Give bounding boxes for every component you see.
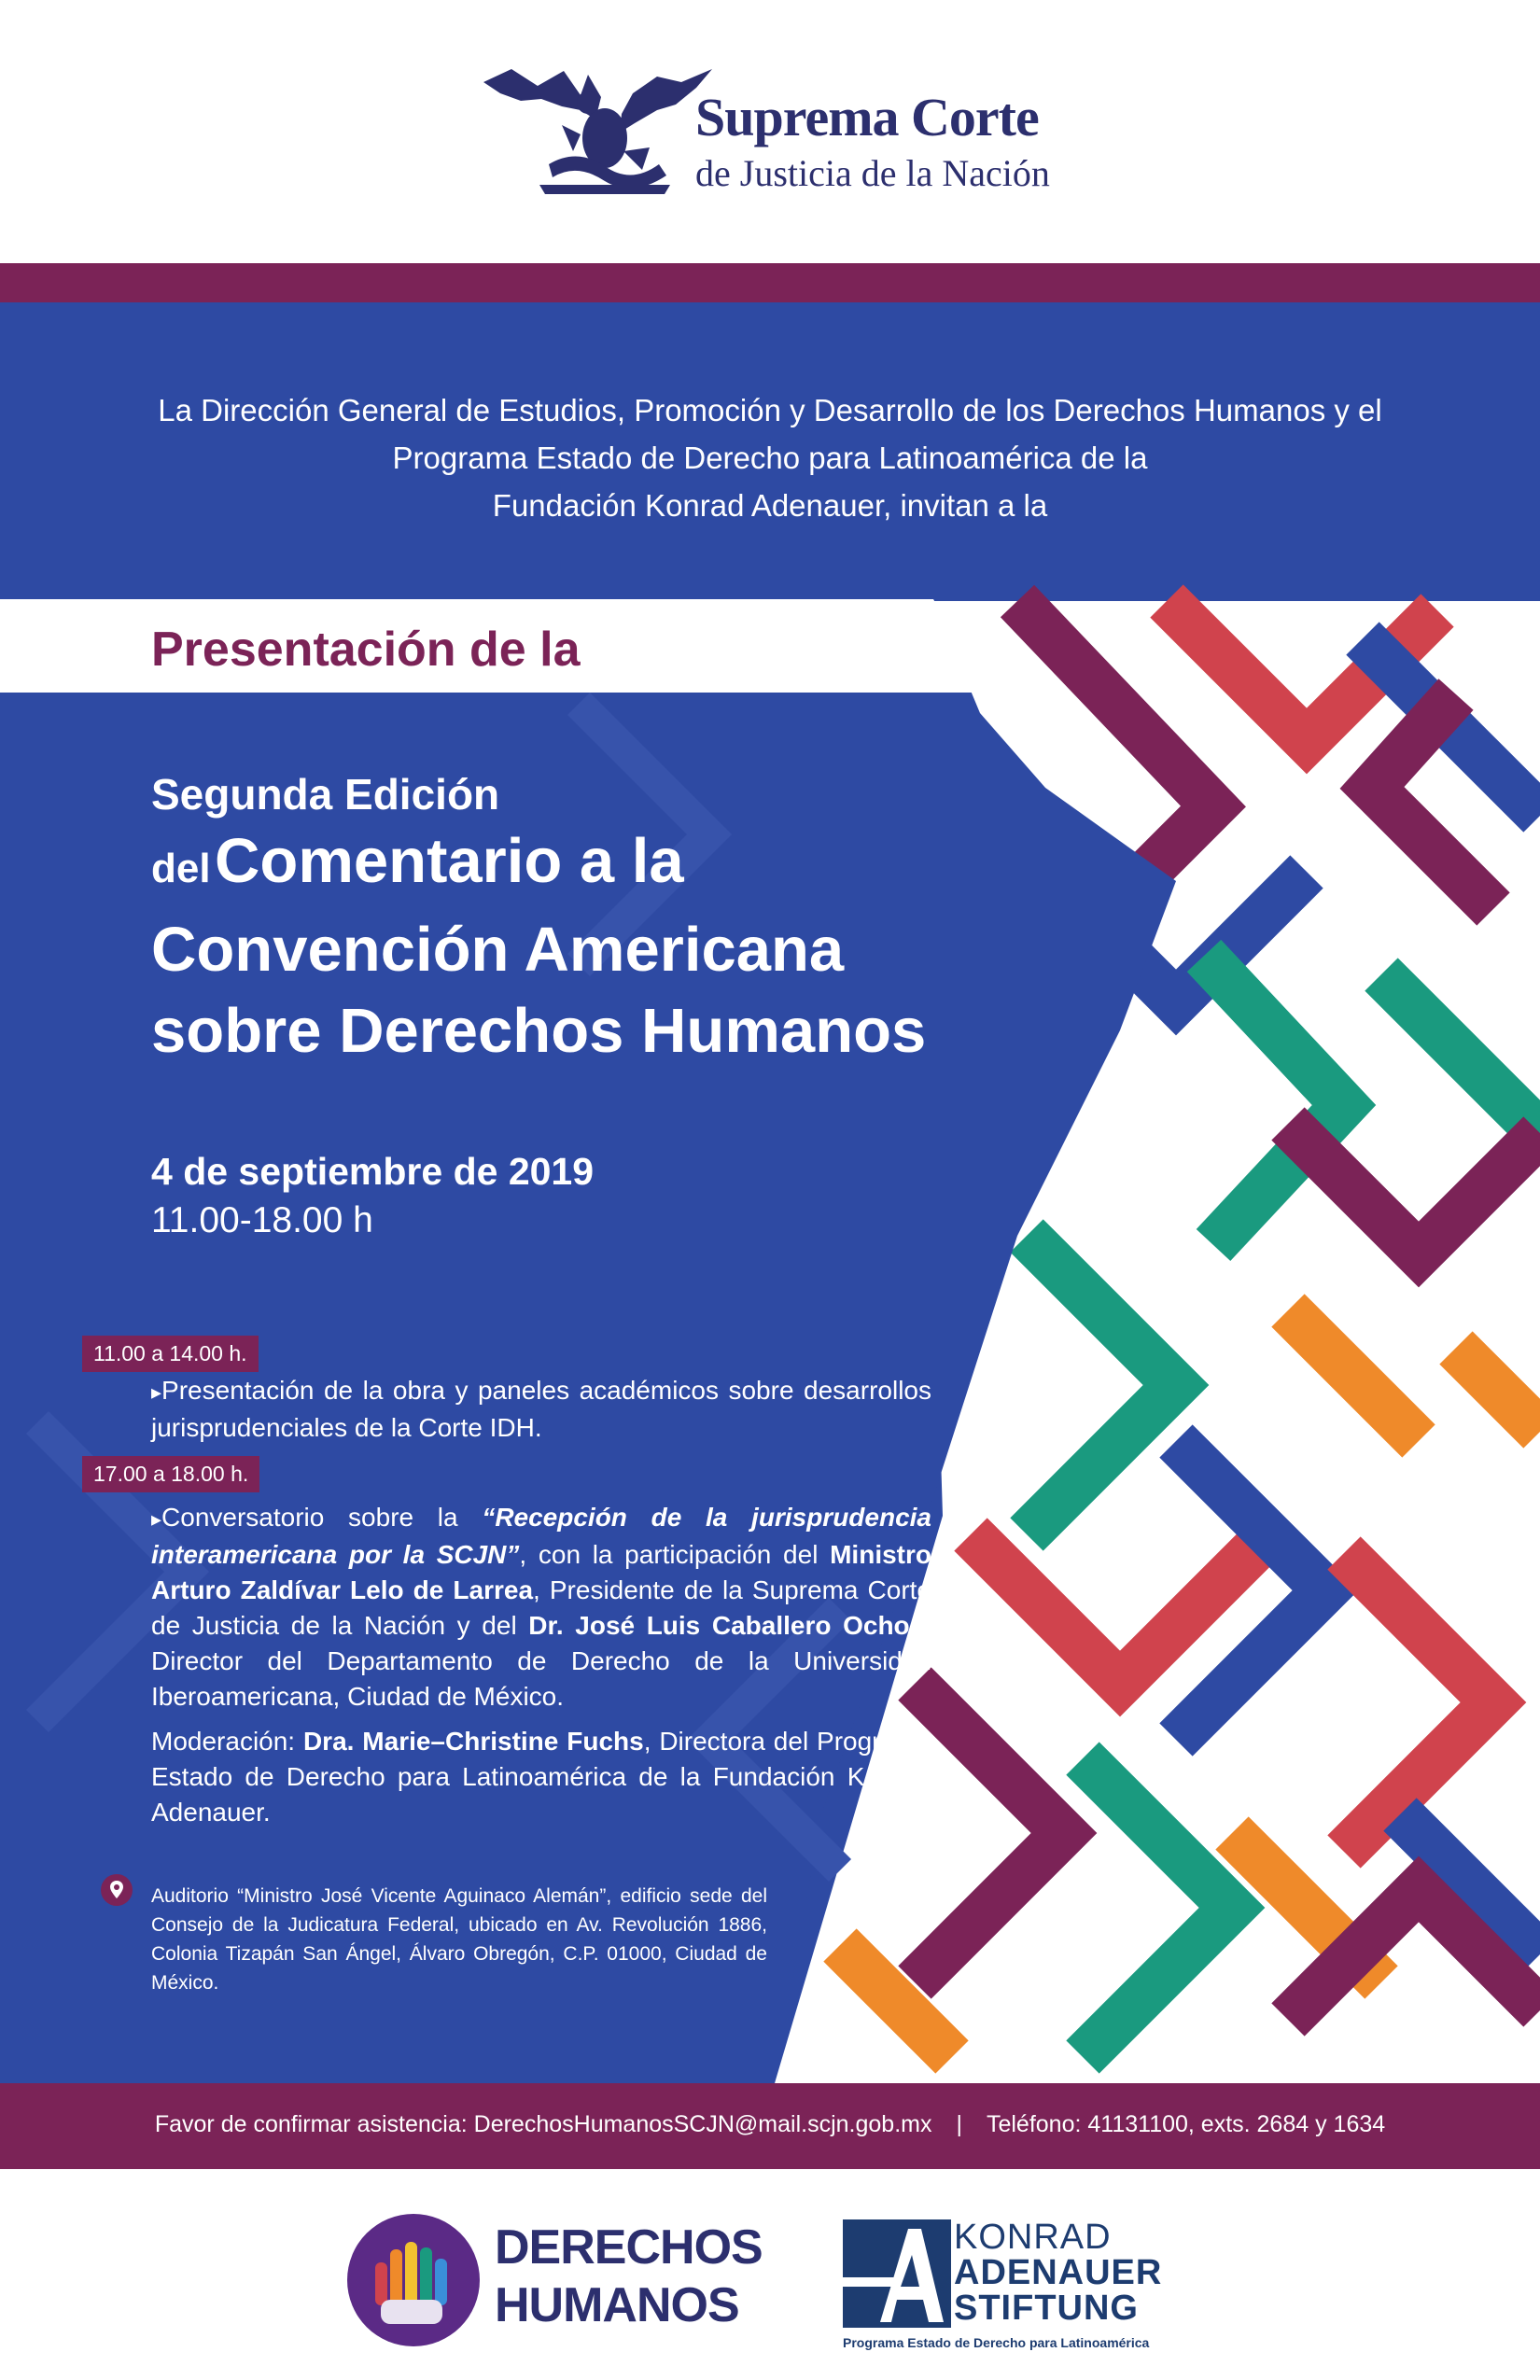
dh-logo-line-1: DERECHOS: [495, 2220, 763, 2275]
book-title-line-3: sobre Derechos Humanos: [151, 996, 927, 1066]
moderation-text: [151, 1724, 931, 1830]
moderation-rest: , Directora del Programa Estado de Derecho para Latinoamérica de la Fundación Konrad Adenauer.: [151, 1727, 931, 1827]
speaker-2: Dr. José Luis Caballero Ochoa: [528, 1611, 925, 1640]
eagle-emblem-icon: [483, 62, 712, 202]
title-prefix: del: [151, 846, 211, 891]
title-text-1: Comentario a la: [215, 826, 684, 896]
moderation-label: Moderación:: [151, 1727, 303, 1756]
time-badge-2: 17.00 a 18.00 h.: [82, 1456, 259, 1492]
institution-name: Suprema Corte: [695, 87, 1039, 147]
speaker-1: Ministro Arturo Zaldívar Lelo de Larrea: [151, 1540, 931, 1604]
main-poster-area: [0, 302, 1540, 2083]
location-pin-icon: [101, 1874, 133, 1906]
rsvp-separator: |: [956, 2111, 962, 2137]
dh-logo-line-2: HUMANOS: [495, 2278, 739, 2332]
chevron-right-icon: ▸: [151, 1507, 162, 1531]
kas-logo-line-2: ADENAUER: [954, 2253, 1163, 2292]
session-2-text-c: , Presidente de la Suprema Corte de Justicia de la Nación y del: [151, 1575, 932, 1640]
rsvp-email[interactable]: Favor de confirmar asistencia: DerechosHumanosSCJN@mail.scjn.gob.mx: [154, 2111, 932, 2137]
venue-address: Auditorio “Ministro José Vicente Aguinaco Alemán”, edificio sede del Consejo de la Judicatura Federal, ubicado en Av. Revolución 1886, Colonia Tizapán San Ángel, Álvaro Obregón, C.P. 01000, Ciudad de México.: [151, 1885, 767, 1994]
book-title-line-2: Convención Americana: [151, 915, 845, 985]
presentation-heading: Presentación de la: [151, 623, 581, 677]
kas-program-subtitle: Programa Estado de Derecho para Latinoamérica: [843, 2335, 1150, 2350]
session-2-topic: “Recepción de la jurisprudencia interamericana por la SCJN”: [151, 1503, 931, 1569]
session-2-text-a: Conversatorio sobre la: [161, 1503, 483, 1532]
moderator-name: Dra. Marie–Christine Fuchs: [302, 1727, 644, 1756]
rsvp-line: [0, 2111, 1540, 2138]
session-1-description: [151, 1373, 931, 1446]
invitation-text: [84, 386, 1456, 529]
kas-logo-line-3: STIFTUNG: [954, 2289, 1139, 2328]
invitation-line-2: Programa Estado de Derecho para Latinoamérica de la: [392, 441, 1148, 475]
kas-a-logo-icon: [843, 2219, 951, 2328]
edition-label: Segunda Edición: [151, 770, 500, 819]
rsvp-phone: Teléfono: 41131100, exts. 2684 y 1634: [986, 2111, 1386, 2137]
chevron-right-icon: ▸: [151, 1380, 162, 1404]
raised-hands-icon: [347, 2214, 480, 2346]
invitation-line-1: La Dirección General de Estudios, Promoción y Desarrollo de los Derechos Humanos y el: [158, 393, 1382, 427]
time-badge-1: 11.00 a 14.00 h.: [82, 1336, 259, 1372]
session-1-text: Presentación de la obra y paneles académicos sobre desarrollos jurisprudenciales de la Corte IDH.: [151, 1376, 931, 1442]
institution-subtitle: de Justicia de la Nación: [695, 152, 1050, 194]
book-title-line-1: [151, 825, 684, 897]
session-2-description: [151, 1500, 931, 1715]
session-2-text-b: , con la participación del: [519, 1540, 831, 1569]
event-time: 11.00-18.00 h: [151, 1200, 373, 1240]
session-2-text-d: , Director del Departamento de Derecho de la Universidad Iberoamericana, Ciudad de México.: [151, 1611, 932, 1711]
kas-logo-line-1: KONRAD: [954, 2218, 1112, 2257]
invitation-line-3: Fundación Konrad Adenauer, invitan a la: [492, 488, 1048, 523]
event-date: 4 de septiembre de 2019: [151, 1150, 595, 1193]
top-band: [0, 263, 1540, 302]
